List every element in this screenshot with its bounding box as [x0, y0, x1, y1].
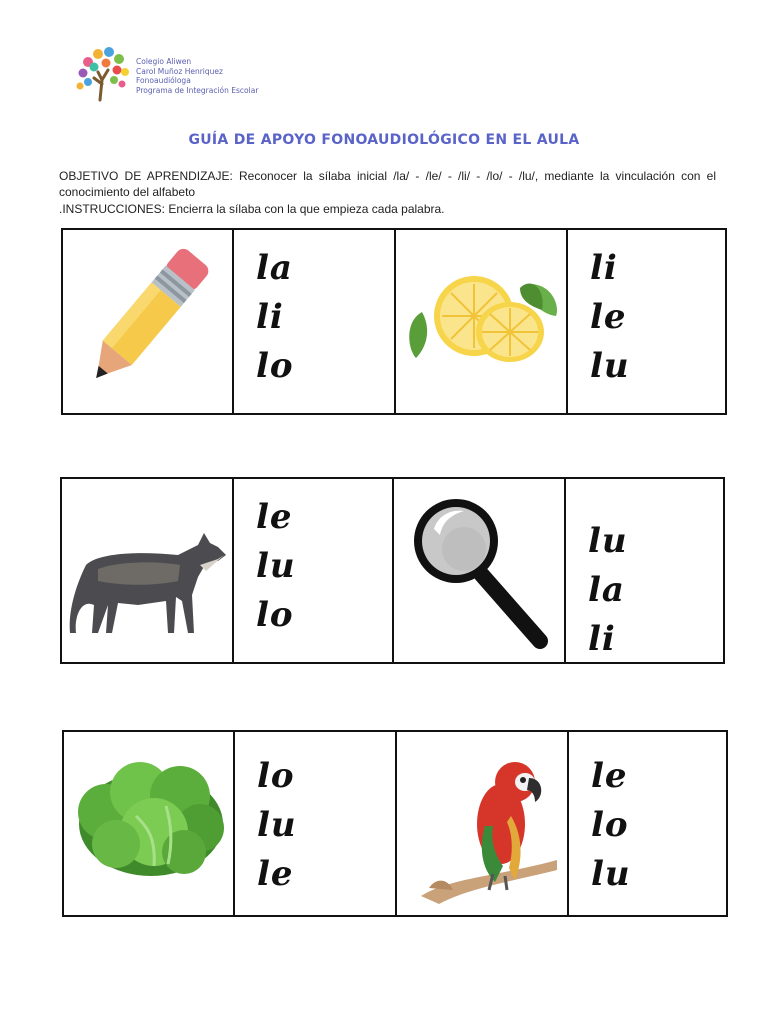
syllable-option[interactable]: lu	[590, 346, 630, 386]
picture-cell	[64, 732, 233, 915]
syllable-option[interactable]: lu	[257, 805, 297, 845]
exercise-row-1	[61, 228, 727, 415]
picture-cell	[394, 479, 564, 662]
syllable-option[interactable]: li	[256, 297, 284, 337]
page-title: GUÍA DE APOYO FONOAUDIOLÓGICO EN EL AULA	[188, 132, 580, 148]
syllable-option[interactable]: le	[591, 756, 628, 796]
syllable-option[interactable]: lu	[256, 546, 296, 586]
syllable-option[interactable]: li	[590, 248, 618, 288]
lemon-icon	[402, 270, 562, 370]
syllable-option[interactable]: lo	[256, 595, 294, 635]
syllable-option[interactable]: la	[256, 248, 293, 288]
picture-cell	[396, 230, 566, 413]
picture-cell	[63, 230, 232, 413]
pencil-icon	[69, 244, 225, 394]
syllable-option[interactable]: le	[590, 297, 627, 337]
syllable-cell	[235, 732, 395, 915]
parrot-icon	[419, 756, 559, 906]
syllable-option[interactable]: lo	[257, 756, 295, 796]
logo-line: Colegio Aliwen	[136, 57, 192, 66]
syllable-option[interactable]: le	[256, 497, 293, 537]
logo-line: Fonoaudióloga	[136, 76, 191, 85]
logo-text	[136, 57, 258, 95]
exercise-row-3	[62, 730, 728, 917]
logo-line: Carol Muñoz Henriquez	[136, 66, 223, 76]
logo-line: Programa de Integración Escolar	[136, 85, 259, 95]
syllable-cell	[569, 732, 726, 915]
picture-cell	[62, 479, 232, 662]
syllable-option[interactable]: lo	[256, 346, 294, 386]
wolf-icon	[68, 525, 228, 645]
tree-hands-icon	[74, 44, 132, 102]
objective-text: OBJETIVO DE APRENDIZAJE: Reconocer la sílaba inicial /la/ - /le/ - /li/ - /lo/ - /lu/, mediante la vinculación con el conocimiento del alfabeto	[59, 169, 716, 199]
syllable-option[interactable]: lo	[591, 805, 629, 845]
syllable-cell	[234, 479, 392, 662]
syllable-cell	[234, 230, 394, 413]
magnifier-icon	[410, 493, 550, 653]
lettuce-icon	[76, 756, 226, 886]
syllable-option[interactable]: lu	[588, 521, 628, 561]
syllable-cell	[568, 230, 725, 413]
syllable-option[interactable]: le	[257, 854, 294, 894]
picture-cell	[397, 732, 567, 915]
syllable-cell	[566, 479, 723, 662]
instructions-text: .INSTRUCCIONES: Encierra la sílaba con la que empieza cada palabra.	[59, 202, 445, 216]
exercise-row-2	[60, 477, 725, 664]
syllable-option[interactable]: la	[588, 570, 625, 610]
syllable-option[interactable]: li	[588, 619, 616, 659]
school-logo	[74, 44, 264, 104]
syllable-option[interactable]: lu	[591, 854, 631, 894]
